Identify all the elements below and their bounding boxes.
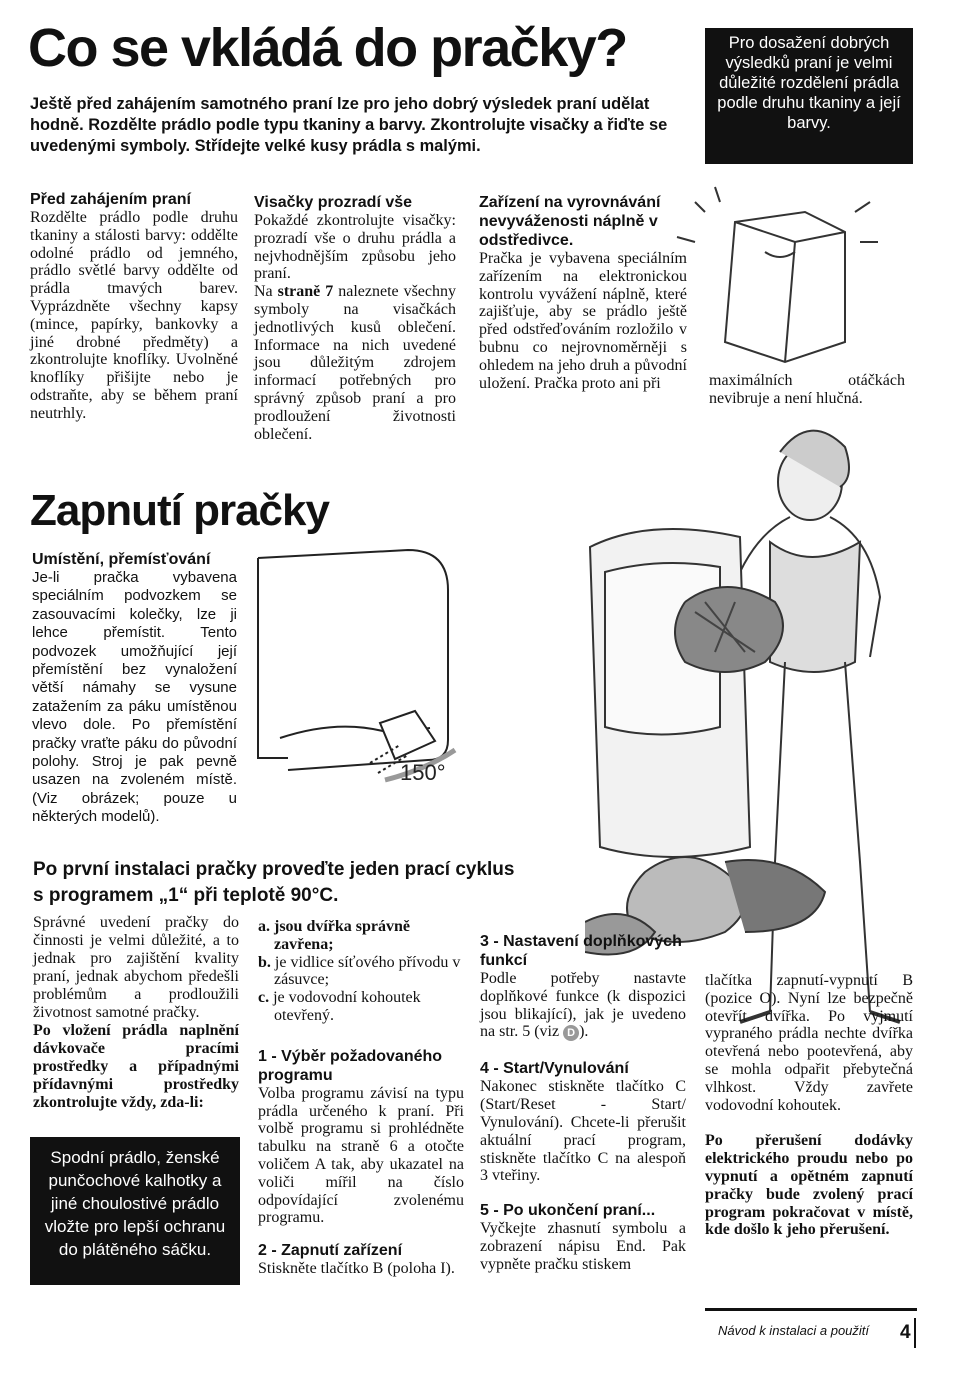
section-body: Pračka je vybavena speciálním zařízením na elektronickou kontrolu vyvážení náplně, které zajišťuje, aby se prádlo ještě před odstřeďováním rozložilo v bubnu co nejrovnoměrněji s ohledem na jeho druh a původní uložení. Pračka proto ani při [479, 250, 687, 392]
step-body-end: ). [579, 1023, 589, 1041]
installation-steps-col4 [705, 972, 913, 1239]
footer-divider [914, 1318, 916, 1348]
installation-intro-bold: Po vložení prádla naplnění dávkovače pracími prostředky a případnými přídavnými prostředky zkontrolujte vždy, zda-li: [33, 1022, 239, 1111]
check-item [258, 989, 464, 1025]
step-heading: 4 - Start/Vynulování [480, 1060, 629, 1078]
step-body-text: Podle potřeby nastavte doplňkové funkce (k dispozici jsou blikající), jak je uvedeno na str. 5 (viz [480, 970, 686, 1041]
step-body: Volba programu závisí na typu prádla určeného k praní. Při volbě programu si prohlédněte tabulku na straně 6 a otočte voličem A tak, aby ukazatel na voliči mířil na číslo odpovídající zvolenému programu. [258, 1084, 464, 1227]
section-title-zapnuti: Zapnutí pračky [30, 486, 329, 535]
step-body: Stiskněte tlačítko B (poloha I). [258, 1260, 455, 1278]
installation-heading-line: Po první instalaci pračky proveďte jeden prací cyklus [33, 859, 515, 880]
installation-intro [33, 914, 239, 1112]
check-list [258, 918, 464, 1025]
installation-steps-col2 [258, 918, 464, 1278]
section-heading: Před zahájením praní [30, 191, 191, 208]
continuation-text: maximálních otáčkách nevibruje a není hlučná. [709, 372, 905, 407]
section-pred-zahajenim [30, 190, 238, 423]
step-body: tlačítka zapnutí-vypnutí B (pozice O). Nyní lze bezpečně otevřít dvířka. Po vyjmutí vypraného prádla nechte dvířka otevřená nebo pootevřená, aby se mohla odpařit přebytečná vlhkost. Vždy zavřete vodovodní kohoutek. [705, 972, 913, 1114]
angle-label: 150° [400, 760, 446, 785]
section-heading: Umístění, přemísťování [32, 551, 211, 568]
step-body: Nakonec stiskněte tlačítko C (Start/Reset - Start/ Vynulování). Chcete-li přerušit aktuální prací program, stiskněte tlačítko C na alespoň 3 vteřiny. [480, 1078, 686, 1185]
check-letter: a. [258, 918, 270, 935]
section-body: Rozdělte prádlo podle druhu tkaniny a stálosti barvy: oddělte odolné prádlo od jemného, prádlo světlé barvy oddělte od prádla tmavých barev. Vyprázdněte všechny kapsy (mince, papírky, bankovky a jiné drobné předměty) a zkontrolujte knoflíky. Uvolněné knoflíky přišijte nebo je odstraňte, aby se během praní neutrhly. [30, 209, 238, 422]
text-run: Na [254, 283, 278, 301]
power-failure-note: Po přerušení dodávky elektrického proudu nebo po vypnutí a opětném zapnutí pračky bude zvolený prací program pokračovat v místě, kde došlo k jeho přerušení. [705, 1132, 913, 1239]
page-number: 4 [900, 1322, 911, 1343]
check-letter: b. [258, 953, 271, 971]
check-item [258, 954, 464, 990]
footer-text: Návod k instalaci a použití [718, 1323, 870, 1338]
footer-rule [705, 1308, 917, 1311]
step-body [480, 970, 686, 1041]
page-reference: straně 7 [277, 283, 334, 301]
section-body: Pokaždé zkontrolujte visačky: prozradí vše o druhu prádla a nejvhodnějším způsobu jeho praní. [254, 212, 456, 283]
section-body: Je-li pračka vybavena speciálním podvozkem se zasouvacími kolečky, lze ji lehce přemístit. Tento podvozek umožňující její přemístění bez vynaložení větší námahy se vysune zatažením za páku umístěnou vlevo dole. Po přemístění pračky vraťte páku do původní polohy. Stroj je pak pevně usazen na zvoleném místě. (Viz obrázek; pouze u některých modelů). [32, 569, 237, 826]
check-item [258, 918, 464, 954]
step-heading: 3 - Nastavení doplňkových funkcí [480, 933, 682, 969]
step-heading: 1 - Výběr požadovaného programu [258, 1047, 443, 1084]
section-heading: Visačky prozradí vše [254, 194, 413, 211]
check-text: je vodovodní kohoutek otevřený. [273, 989, 421, 1024]
page-title: Co se vkládá do pračky? [28, 18, 627, 78]
installation-steps-col3 [480, 932, 686, 1274]
check-text: je vidlice síťového přívodu v zásuvce; [274, 953, 461, 989]
installation-intro-body: Správné uvedení pračky do činnosti je velmi důležité, a to jednak pro zajištění kvality praní, jednak abychom předešli problémům a prodloužili životnost samotné pračky. [33, 914, 239, 1021]
step-body: Vyčkejte zhasnutí symbolu a zobrazení nápisu End. Pak vypněte pračku stiskem [480, 1220, 686, 1273]
step-heading: 2 - Zapnutí zařízení [258, 1242, 403, 1260]
section-visacky [254, 193, 456, 443]
callout-box: Pro dosažení dobrých výsledků praní je velmi důležité rozdělení prádla podle druhu tkaniny a její barvy. [705, 28, 913, 164]
section-heading: Zařízení na vyrovnávání nevyváženosti náplně v odstředivce. [479, 194, 661, 249]
installation-heading-line: s programem „1“ při teplotě 90°C. [33, 885, 339, 906]
section-body-2 [254, 283, 456, 443]
underwear-note-box: Spodní prádlo, ženské punčochové kalhotky a jiné choulostivé prádlo vložte pro lepší ochranu do plátěného sáčku. [30, 1137, 240, 1285]
section-umisteni [32, 550, 237, 827]
woman-loading-washer-illustration [585, 182, 945, 1027]
small-washer-icon [725, 212, 845, 362]
text-run: naleznete všechny symboly na visačkách jednotlivých kusů oblečení. Informace na nich uvedené jsou důležitým zdrojem informací potřebných pro správný způsob praní a pro prodloužení životnosti oblečení. [254, 283, 457, 443]
step-heading: 5 - Po ukončení praní... [480, 1202, 656, 1220]
check-letter: c. [258, 989, 270, 1007]
intro-text: Ještě před zahájením samotného praní lze pro jeho dobrý výsledek praní udělat hodně. Rozdělte prádlo podle typu tkaniny a barvy. Zkontrolujte visačky a řiďte se uvedenými symboly. Střídejte velké kusy prádla s malými. [30, 95, 668, 155]
d-button-icon: D [563, 1025, 579, 1041]
wheel-lever-diagram [250, 548, 482, 800]
installation-heading [33, 857, 553, 909]
check-text: jsou dvířka správně zavřena; [274, 918, 411, 953]
